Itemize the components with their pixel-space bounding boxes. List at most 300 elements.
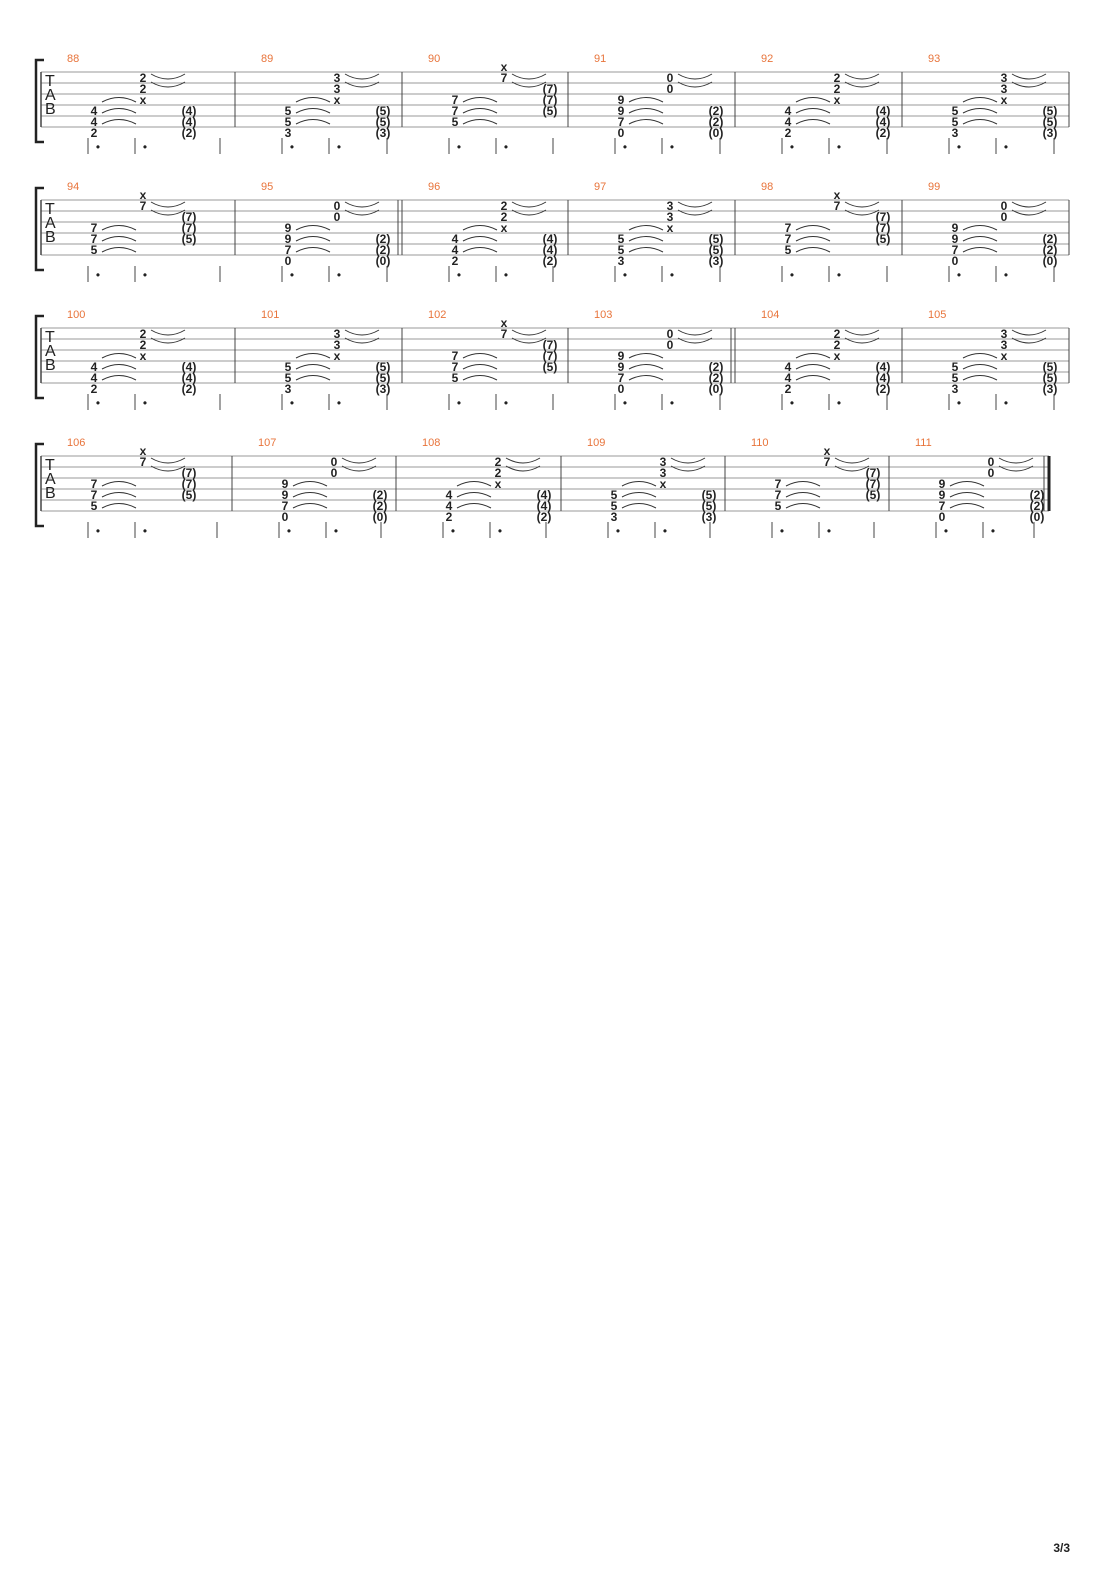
tie-arc	[463, 354, 497, 359]
tie-arc	[463, 226, 497, 231]
fret-number: 5	[774, 499, 782, 513]
fret-number: 9	[617, 104, 625, 118]
fret-number: 5	[284, 371, 292, 385]
tab-clef-letter: A	[45, 215, 56, 232]
fret-number: 3	[659, 455, 667, 469]
fret-number: 7	[90, 221, 98, 235]
rhythm-dot: •	[456, 268, 462, 282]
tie-arc	[102, 376, 136, 381]
fret-number: 4	[451, 232, 459, 246]
measure-107	[232, 437, 387, 538]
held-note: (2)	[1042, 232, 1058, 246]
measure-number: 111	[915, 437, 932, 449]
page-number: 3/3	[1053, 1541, 1070, 1555]
fret-number: 9	[617, 349, 625, 363]
tie-arc	[796, 120, 830, 125]
tie-arc	[963, 237, 997, 242]
tie-arc	[678, 74, 712, 79]
fret-number: 3	[1000, 82, 1008, 96]
rhythm-dot: •	[142, 524, 148, 538]
fret-number: 5	[951, 104, 959, 118]
fret-number: 2	[500, 210, 508, 224]
fret-number: 0	[284, 254, 292, 268]
fret-number: 0	[666, 338, 674, 352]
fret-number: 2	[500, 199, 508, 213]
tie-arc	[102, 482, 136, 487]
fret-number: x	[500, 221, 508, 235]
fret-number: 2	[494, 455, 502, 469]
tab-clef-letter: B	[45, 485, 56, 502]
rhythm-dot: •	[503, 140, 509, 154]
fret-number: 2	[784, 382, 792, 396]
fret-number: 0	[330, 466, 338, 480]
fret-number: 4	[90, 115, 98, 129]
held-note: (0)	[1029, 510, 1045, 524]
tie-arc	[102, 248, 136, 253]
tie-arc	[151, 458, 185, 463]
tie-arc	[678, 202, 712, 207]
held-note: (5)	[375, 371, 391, 385]
fret-number: x	[823, 444, 831, 458]
fret-number: 2	[833, 82, 841, 96]
held-note: (2)	[708, 115, 724, 129]
fret-number: 5	[951, 360, 959, 374]
rhythm-dot: •	[336, 140, 342, 154]
held-note: (4)	[875, 360, 891, 374]
tie-arc	[102, 493, 136, 498]
fret-number: 2	[833, 327, 841, 341]
rhythm-dot: •	[789, 140, 795, 154]
fret-number: 7	[281, 499, 289, 513]
tie-arc	[296, 248, 330, 253]
tie-arc	[457, 504, 491, 509]
held-note: (7)	[875, 221, 891, 235]
tie-arc	[1012, 330, 1046, 335]
fret-number: 2	[90, 126, 98, 140]
fret-number: 4	[90, 360, 98, 374]
rhythm-dot: •	[789, 396, 795, 410]
held-note: (7)	[542, 338, 558, 352]
rhythm-dot: •	[289, 140, 295, 154]
fret-number: x	[500, 60, 508, 74]
fret-number: 2	[139, 338, 147, 352]
held-note: (2)	[536, 510, 552, 524]
rhythm-dot: •	[503, 268, 509, 282]
tab-system	[36, 437, 1049, 538]
measure-number: 109	[587, 437, 606, 449]
rhythm-dot: •	[779, 524, 785, 538]
tie-arc	[796, 226, 830, 231]
measure-number: 88	[67, 53, 80, 65]
tie-arc	[296, 98, 330, 103]
fret-number: 2	[451, 254, 459, 268]
rhythm-dot: •	[286, 524, 292, 538]
fret-number: 5	[784, 243, 792, 257]
fret-number: 0	[330, 455, 338, 469]
tie-arc	[950, 482, 984, 487]
fret-number: x	[833, 188, 841, 202]
fret-number: 3	[951, 126, 959, 140]
held-note: (7)	[542, 93, 558, 107]
fret-number: 7	[774, 488, 782, 502]
rhythm-dot: •	[622, 396, 628, 410]
tie-arc	[963, 365, 997, 370]
held-note: (2)	[708, 104, 724, 118]
fret-number: 3	[333, 82, 341, 96]
held-note: (5)	[375, 360, 391, 374]
fret-number: 3	[610, 510, 618, 524]
measure-number: 106	[67, 437, 86, 449]
rhythm-dot: •	[1003, 140, 1009, 154]
tie-arc	[296, 237, 330, 242]
measure-number: 105	[928, 309, 947, 321]
tie-arc	[102, 365, 136, 370]
tie-arc	[629, 98, 663, 103]
fret-number: 3	[1000, 71, 1008, 85]
fret-number: 5	[451, 371, 459, 385]
tie-arc	[296, 226, 330, 231]
fret-number: x	[1000, 93, 1008, 107]
tab-clef-letter: T	[45, 201, 55, 218]
fret-number: 3	[284, 126, 292, 140]
rhythm-dot: •	[1003, 268, 1009, 282]
tie-arc	[786, 482, 820, 487]
tie-arc	[506, 458, 540, 463]
held-note: (4)	[181, 115, 197, 129]
tab-system	[36, 181, 1069, 282]
measure-number: 110	[751, 437, 769, 449]
fret-number: 2	[139, 71, 147, 85]
held-note: (5)	[181, 232, 197, 246]
tie-arc	[463, 248, 497, 253]
fret-number: 9	[284, 232, 292, 246]
fret-number: 7	[938, 499, 946, 513]
rhythm-dot: •	[450, 524, 456, 538]
fret-number: 4	[90, 104, 98, 118]
tie-arc	[102, 354, 136, 359]
held-note: (7)	[542, 82, 558, 96]
held-note: (5)	[542, 360, 558, 374]
tie-arc	[463, 237, 497, 242]
measure-92	[735, 53, 890, 154]
measure-110	[725, 437, 880, 538]
tie-arc	[796, 98, 830, 103]
rhythm-dot: •	[990, 524, 996, 538]
tab-clef-letter: B	[45, 357, 56, 374]
fret-number: 3	[333, 327, 341, 341]
fret-number: 7	[90, 232, 98, 246]
fret-number: 3	[666, 210, 674, 224]
held-note: (5)	[1042, 371, 1058, 385]
measure-94	[41, 181, 220, 282]
tie-arc	[463, 98, 497, 103]
tie-arc	[1012, 202, 1046, 207]
rhythm-dot: •	[836, 396, 842, 410]
rhythm-dot: •	[95, 524, 101, 538]
fret-number: x	[139, 444, 147, 458]
rhythm-dot: •	[95, 396, 101, 410]
tie-arc	[102, 109, 136, 114]
fret-number: 7	[451, 360, 459, 374]
fret-number: 2	[139, 327, 147, 341]
fret-number: 5	[90, 243, 98, 257]
fret-number: 3	[951, 382, 959, 396]
tie-arc	[845, 74, 879, 79]
fret-number: 4	[451, 243, 459, 257]
measure-number: 104	[761, 309, 780, 321]
tab-score	[0, 0, 1110, 600]
fret-number: 3	[1000, 338, 1008, 352]
rhythm-dot: •	[289, 268, 295, 282]
fret-number: 4	[445, 488, 453, 502]
measure-88	[41, 53, 220, 154]
fret-number: 9	[284, 221, 292, 235]
fret-number: 7	[617, 115, 625, 129]
fret-number: 9	[951, 221, 959, 235]
rhythm-dot: •	[956, 396, 962, 410]
tie-arc	[629, 365, 663, 370]
held-note: (7)	[865, 477, 881, 491]
fret-number: x	[333, 349, 341, 363]
measure-103	[568, 309, 723, 410]
fret-number: 5	[284, 104, 292, 118]
tie-arc	[629, 226, 663, 231]
held-note: (2)	[372, 488, 388, 502]
tie-arc	[457, 482, 491, 487]
tie-arc	[629, 354, 663, 359]
tie-arc	[629, 237, 663, 242]
fret-number: 2	[833, 338, 841, 352]
tie-arc	[342, 458, 376, 463]
tab-clef-letter: A	[45, 471, 56, 488]
tie-arc	[963, 98, 997, 103]
tie-arc	[786, 504, 820, 509]
rhythm-dot: •	[456, 140, 462, 154]
fret-number: 5	[951, 371, 959, 385]
rhythm-dot: •	[836, 140, 842, 154]
fret-number: 0	[987, 455, 995, 469]
measure-108	[396, 437, 551, 538]
held-note: (2)	[875, 382, 891, 396]
tie-arc	[296, 354, 330, 359]
measure-93	[902, 53, 1057, 154]
tie-arc	[950, 504, 984, 509]
tie-arc	[102, 504, 136, 509]
tie-arc	[296, 365, 330, 370]
fret-number: 9	[617, 93, 625, 107]
fret-number: 7	[774, 477, 782, 491]
fret-number: x	[659, 477, 667, 491]
held-note: (4)	[536, 488, 552, 502]
fret-number: 0	[987, 466, 995, 480]
held-note: (5)	[1042, 115, 1058, 129]
measure-number: 108	[422, 437, 441, 449]
held-note: (2)	[1029, 499, 1045, 513]
measure-104	[731, 309, 890, 410]
measure-98	[735, 181, 890, 282]
fret-number: 5	[617, 243, 625, 257]
tie-arc	[999, 458, 1033, 463]
fret-number: 7	[951, 243, 959, 257]
tie-arc	[963, 226, 997, 231]
tie-arc	[963, 248, 997, 253]
held-note: (7)	[181, 477, 197, 491]
tie-arc	[151, 74, 185, 79]
fret-number: 9	[617, 360, 625, 374]
fret-number: 7	[451, 349, 459, 363]
fret-number: 7	[617, 371, 625, 385]
fret-number: 0	[281, 510, 289, 524]
rhythm-dot: •	[615, 524, 621, 538]
fret-number: 5	[451, 115, 459, 129]
rhythm-dot: •	[142, 140, 148, 154]
rhythm-dot: •	[943, 524, 949, 538]
fret-number: 2	[833, 71, 841, 85]
measure-number: 92	[761, 53, 774, 65]
fret-number: 7	[451, 104, 459, 118]
fret-number: x	[139, 188, 147, 202]
fret-number: 7	[823, 455, 831, 469]
tie-arc	[463, 365, 497, 370]
held-note: (4)	[875, 104, 891, 118]
tab-clef-letter: B	[45, 101, 56, 118]
fret-number: 7	[139, 199, 147, 213]
tie-arc	[293, 504, 327, 509]
held-note: (0)	[375, 254, 391, 268]
fret-number: 5	[951, 115, 959, 129]
measure-89	[235, 53, 390, 154]
held-note: (4)	[181, 371, 197, 385]
tab-clef-letter: A	[45, 343, 56, 360]
tie-arc	[345, 330, 379, 335]
tie-arc	[629, 248, 663, 253]
fret-number: 4	[784, 104, 792, 118]
measure-number: 89	[261, 53, 274, 65]
measure-97	[568, 181, 723, 282]
fret-number: 5	[284, 115, 292, 129]
measure-91	[568, 53, 723, 154]
rhythm-dot: •	[826, 524, 832, 538]
tie-arc	[293, 493, 327, 498]
fret-number: 7	[90, 488, 98, 502]
held-note: (7)	[181, 466, 197, 480]
tie-arc	[622, 493, 656, 498]
tie-arc	[963, 354, 997, 359]
rhythm-dot: •	[662, 524, 668, 538]
rhythm-dot: •	[789, 268, 795, 282]
fret-number: 0	[938, 510, 946, 524]
measure-96	[398, 181, 557, 282]
fret-number: 0	[666, 327, 674, 341]
fret-number: 0	[666, 71, 674, 85]
tie-arc	[622, 504, 656, 509]
held-note: (3)	[1042, 382, 1058, 396]
held-note: (5)	[875, 232, 891, 246]
held-note: (2)	[542, 254, 558, 268]
fret-number: 2	[494, 466, 502, 480]
measure-number: 96	[428, 181, 441, 193]
rhythm-dot: •	[669, 268, 675, 282]
tie-arc	[457, 493, 491, 498]
held-note: (5)	[865, 488, 881, 502]
rhythm-dot: •	[503, 396, 509, 410]
tie-arc	[151, 202, 185, 207]
tab-system	[36, 309, 1069, 410]
tie-arc	[345, 202, 379, 207]
held-note: (7)	[181, 210, 197, 224]
tie-arc	[463, 376, 497, 381]
held-note: (5)	[1042, 104, 1058, 118]
tie-arc	[629, 376, 663, 381]
fret-number: 4	[784, 360, 792, 374]
tie-arc	[102, 226, 136, 231]
tie-arc	[796, 109, 830, 114]
tab-clef-letter: B	[45, 229, 56, 246]
fret-number: 2	[139, 82, 147, 96]
fret-number: 4	[784, 371, 792, 385]
tie-arc	[512, 202, 546, 207]
measure-99	[902, 181, 1057, 282]
tie-arc	[796, 354, 830, 359]
tab-clef-letter: T	[45, 457, 55, 474]
fret-number: 7	[784, 221, 792, 235]
tie-arc	[796, 248, 830, 253]
held-note: (5)	[701, 488, 717, 502]
fret-number: 9	[281, 488, 289, 502]
held-note: (2)	[375, 232, 391, 246]
rhythm-dot: •	[497, 524, 503, 538]
tie-arc	[786, 493, 820, 498]
held-note: (4)	[875, 371, 891, 385]
measure-102	[402, 309, 557, 410]
held-note: (4)	[181, 104, 197, 118]
held-note: (3)	[1042, 126, 1058, 140]
fret-number: 5	[284, 360, 292, 374]
measure-number: 93	[928, 53, 941, 65]
fret-number: 7	[500, 327, 508, 341]
held-note: (3)	[708, 254, 724, 268]
rhythm-dot: •	[142, 268, 148, 282]
tie-arc	[296, 120, 330, 125]
fret-number: 3	[1000, 327, 1008, 341]
measure-number: 102	[428, 309, 447, 321]
measure-number: 90	[428, 53, 441, 65]
measure-number: 98	[761, 181, 774, 193]
tie-arc	[512, 330, 546, 335]
held-note: (3)	[375, 382, 391, 396]
fret-number: x	[1000, 349, 1008, 363]
fret-number: 4	[445, 499, 453, 513]
rhythm-dot: •	[669, 396, 675, 410]
fret-number: 3	[659, 466, 667, 480]
held-note: (5)	[375, 104, 391, 118]
fret-number: 5	[610, 499, 618, 513]
rhythm-dot: •	[956, 140, 962, 154]
rhythm-dot: •	[836, 268, 842, 282]
tie-arc	[963, 109, 997, 114]
rhythm-dot: •	[622, 268, 628, 282]
tab-clef-letter: T	[45, 329, 55, 346]
measure-number: 99	[928, 181, 941, 193]
tie-arc	[629, 109, 663, 114]
fret-number: 3	[333, 71, 341, 85]
fret-number: 0	[333, 199, 341, 213]
measure-number: 97	[594, 181, 607, 193]
held-note: (2)	[181, 382, 197, 396]
held-note: (0)	[372, 510, 388, 524]
fret-number: 2	[90, 382, 98, 396]
rhythm-dot: •	[289, 396, 295, 410]
